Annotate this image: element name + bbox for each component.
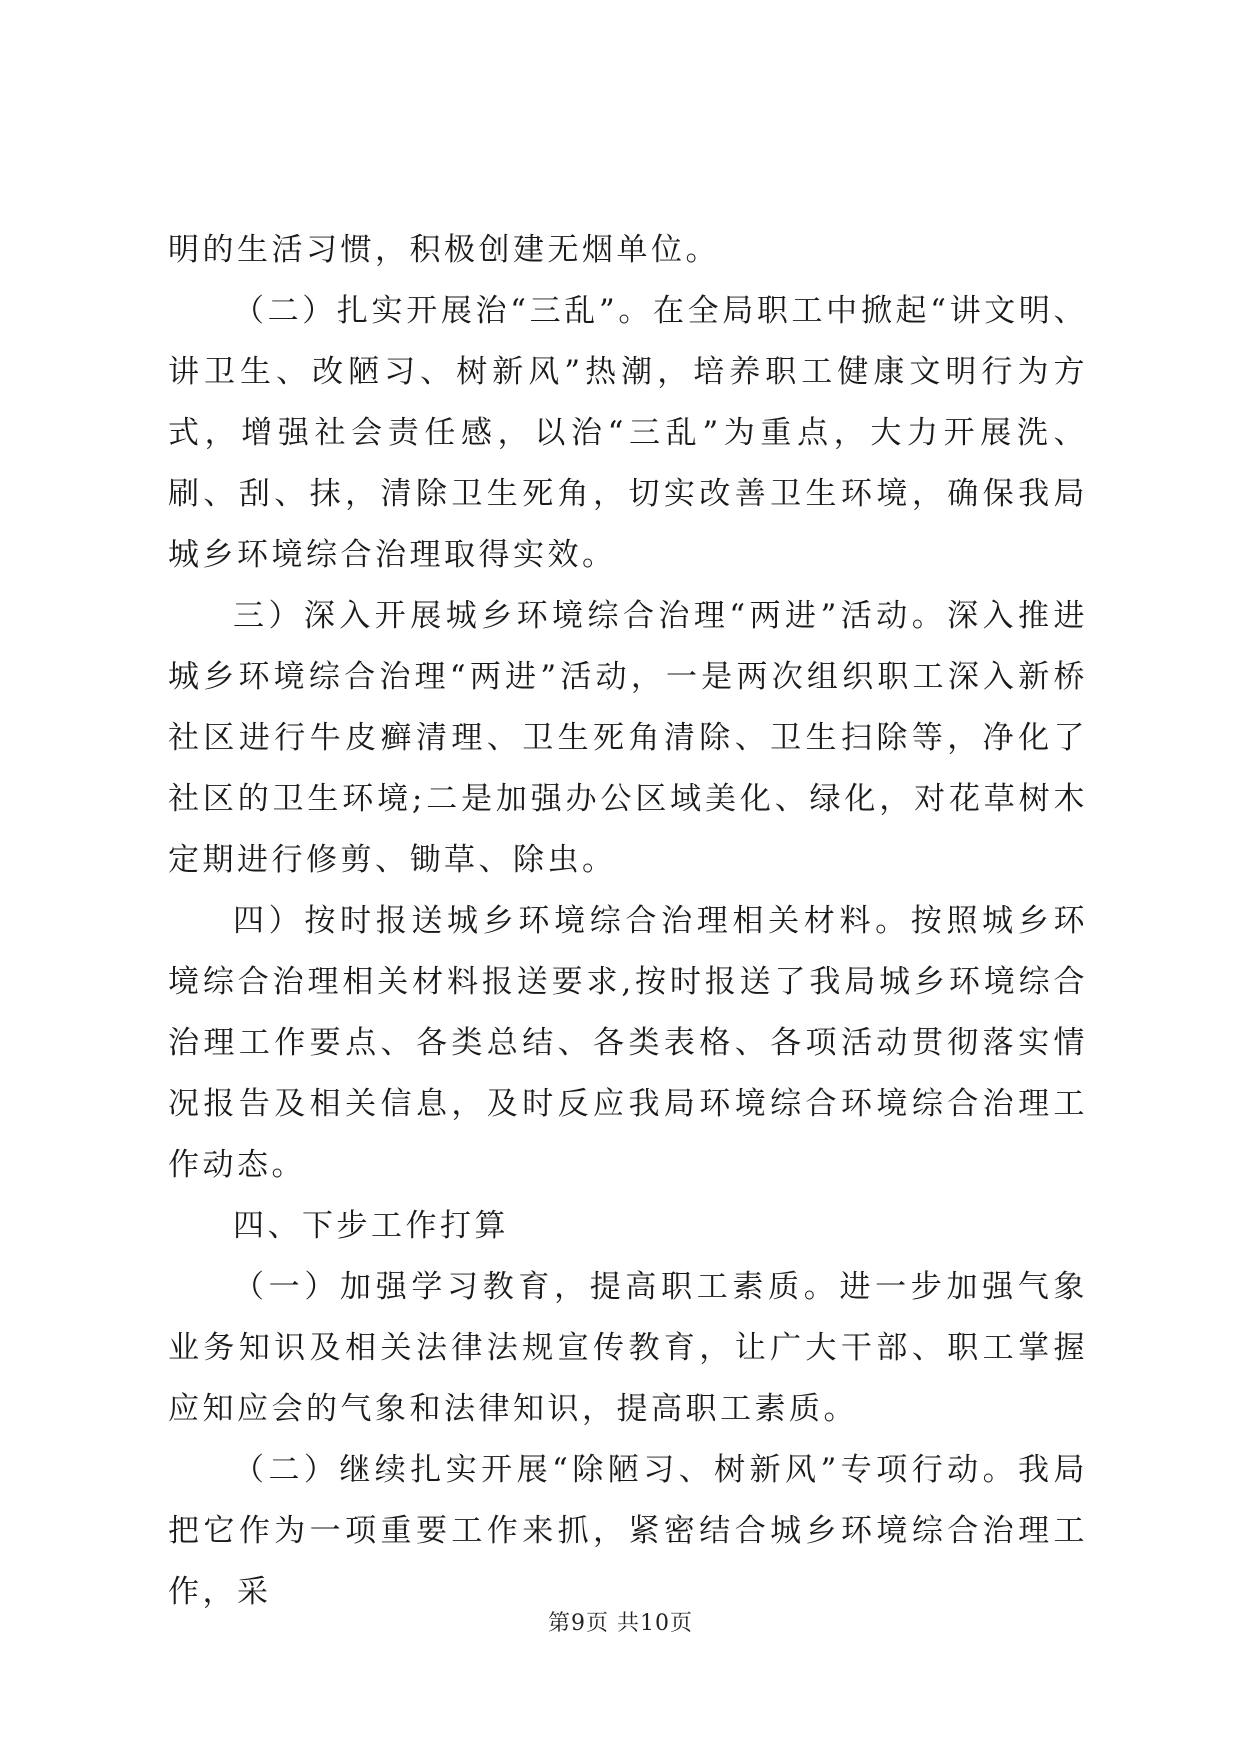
paragraph-section-4-materials: 四）按时报送城乡环境综合治理相关材料。按照城乡环境综合治理相关材料报送要求,按时报送了我局城乡环境综合治理工作要点、各类总结、各类表格、各项活动贯彻落实情况报告及相关信息，及时反应我局环境综合环境综合治理工作动态。 <box>168 903 1088 1183</box>
page-footer: 第9页 共10页 <box>548 1611 693 1636</box>
paragraph-continuation: 明的生活习惯，积极创建无烟单位。 <box>168 232 720 268</box>
section-heading-next-steps: 四、下步工作打算 <box>233 1208 509 1244</box>
paragraph-section-2-three-disorders: （二）扎实开展治“三乱”。在全局职工中掀起“讲文明、讲卫生、改陋习、树新风”热潮，培养职工健康文明行为方式，增强社会责任感，以治“三乱”为重点，大力开展洗、刷、刮、抹，清除卫生死角，切实改善卫生环境，确保我局城乡环境综合治理取得实效。 <box>168 293 1088 573</box>
document-body <box>168 220 1088 1623</box>
paragraph-next-2-campaign: （二）继续扎实开展“除陋习、树新风”专项行动。我局把它作为一项重要工作来抓，紧密结合城乡环境综合治理工作，采 <box>168 1452 1088 1610</box>
paragraph-next-1-education: （一）加强学习教育，提高职工素质。进一步加强气象业务知识及相关法律法规宣传教育，让广大干部、职工掌握应知应会的气象和法律知识，提高职工素质。 <box>168 1269 1088 1427</box>
paragraph-section-3-two-enter: 三）深入开展城乡环境综合治理“两进”活动。深入推进城乡环境综合治理“两进”活动，一是两次组织职工深入新桥社区进行牛皮癣清理、卫生死角清除、卫生扫除等，净化了社区的卫生环境;二是加强办公区域美化、绿化，对花草树木定期进行修剪、锄草、除虫。 <box>168 598 1088 878</box>
